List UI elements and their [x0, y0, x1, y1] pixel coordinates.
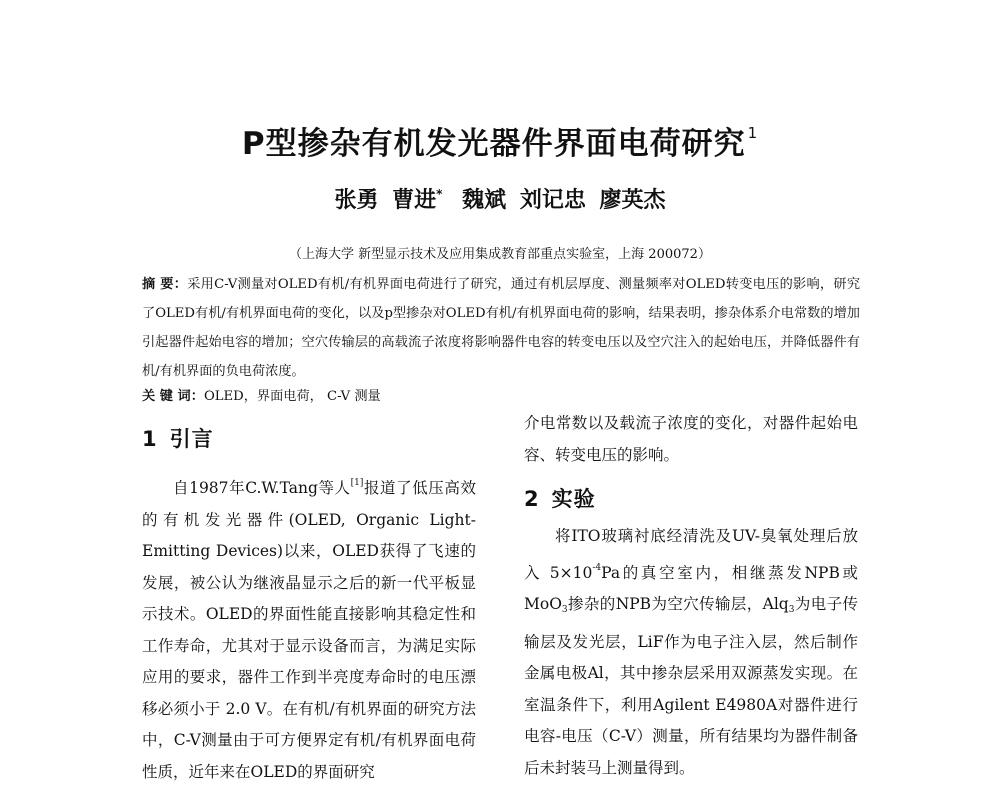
keywords-text: OLED，界面电荷， C-V 测量 [203, 389, 381, 404]
section-number: 2 [524, 487, 540, 511]
exponent: -4 [592, 562, 602, 573]
corresponding-author-mark: * [436, 187, 443, 201]
subscript: 3 [788, 605, 795, 615]
author-name: 廖英杰 [599, 188, 666, 213]
section-heading-experiment [524, 483, 596, 513]
author-list [0, 183, 1000, 214]
section-number: 1 [142, 427, 158, 451]
section-heading-introduction [142, 423, 214, 453]
abstract-label: 摘 要： [142, 277, 188, 292]
author-name: 魏斌 [462, 188, 507, 213]
author-name: 曹进 [392, 188, 437, 213]
keywords [142, 386, 860, 408]
abstract-text: 采用C-V测量对OLED有机/有机界面电荷进行了研究，通过有机层厚度、测量频率对OLED转变电压的影响，研究了OLED有机/有机界面电荷的变化，以及p型掺杂对OLED有机/有机界面电荷的影响，结果表明，掺杂体系介电常数的增加引起器件起始电容的增加；空穴传输层的高载流子浓度将影响器件电容的转变电压以及空穴注入的起始电压，并降低器件有机/有机界面的负电荷浓度。 [142, 277, 861, 379]
section-title: 引言 [169, 427, 214, 451]
title-footnote-mark: 1 [747, 124, 759, 142]
author-name: 刘记忠 [519, 188, 586, 213]
keywords-label: 关 键 词： [142, 389, 204, 404]
introduction-paragraph: 自1987年C.W.Tang等人[1]报道了低压高效的有机发光器件(OLED, Organic Light-Emitting Devices)以来，OLED获得了飞速的发展，被公认为继液晶显示之后的新一代平板显示技术。OLED的界面性能直接影响其稳定性和工作寿命，尤其对于显示设备而言，为满足实际应用的要求，器件工作到半亮度寿命时的电压漂移必须小于 2.0 V。在有机/有机界面的研究方法中，C-V测量由于可方便界定有机/有机界面电荷性质，近年来在OLED的界面研究 [142, 478, 476, 781]
section-title: 实验 [551, 487, 596, 511]
paper-title: P型掺杂有机发光器件界面电荷研究 $^1$ [241, 124, 759, 162]
author-name: 张勇 [334, 188, 379, 213]
continued-paragraph: 介电常数以及载流子浓度的变化，对器件起始电容、转变电压的影响。 [524, 414, 858, 464]
citation-ref[interactable]: [1] [350, 478, 364, 488]
experiment-paragraph: 将ITO玻璃衬底经清洗及UV-臭氧处理后放入 $5\times 10^{-4}Pa$的真空室内，相继蒸发NPB或MoO$_3$掺杂的NPB为空穴传输层，Alq$_3$为电子传输层及发光层，LiF作为电子注入层，然后制作金属电极Al，其中掺杂层采用双源蒸发实现。在室温条件下，利用Agilent E4980A对器件进行电容-电压（C-V）测量，所有结果均为器件制备后未封装马上测量得到。 [524, 527, 859, 777]
affiliation: （上海大学 新型显示技术及应用集成教育部重点实验室，上海 200072） [289, 247, 711, 262]
abstract [142, 270, 860, 386]
subscript: 3 [561, 605, 568, 615]
